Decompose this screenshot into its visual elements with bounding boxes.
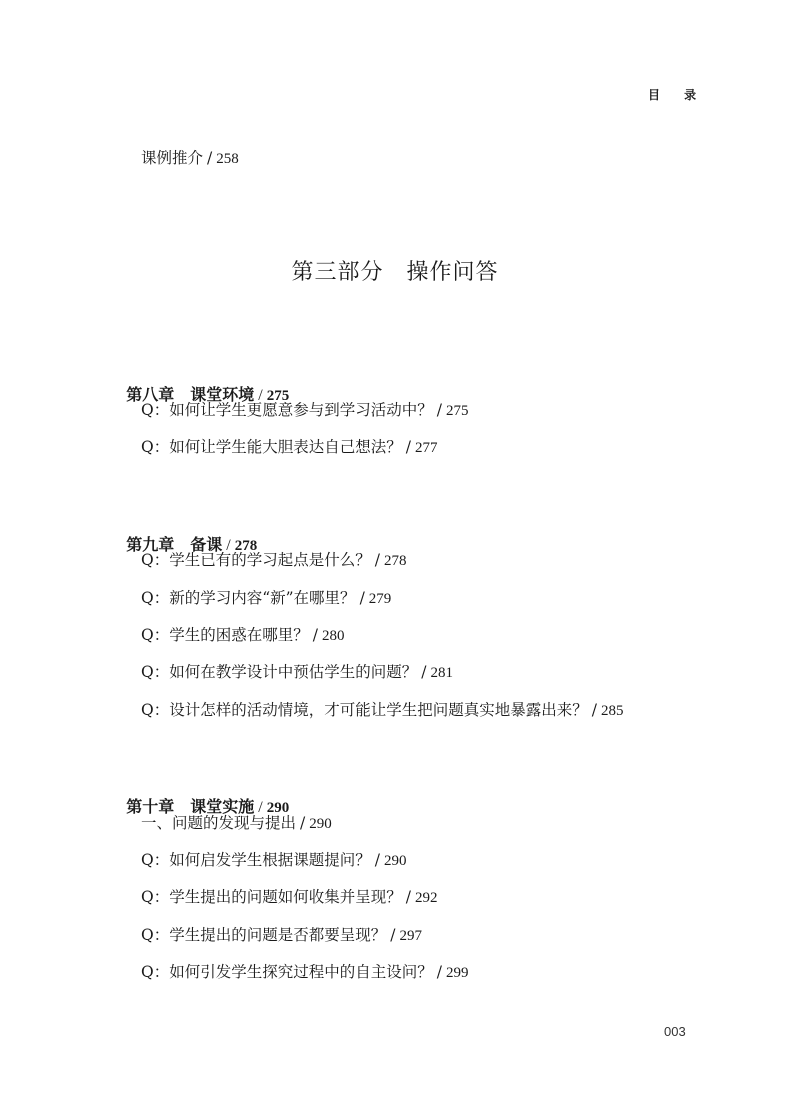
toc-entry[interactable] (141, 700, 623, 721)
entry-separator: / (405, 888, 411, 906)
entry-page-number: 285 (600, 703, 624, 719)
entry-text: Q：新的学习内容“新”在哪里？ (141, 589, 356, 607)
entry-text: Q：学生已有的学习起点是什么？ (141, 551, 371, 569)
toc-entry[interactable] (141, 437, 437, 458)
chapter-page-number: 275 (266, 388, 290, 404)
toc-entry[interactable] (141, 962, 468, 983)
toc-entry[interactable] (141, 588, 391, 609)
toc-entry[interactable] (141, 850, 406, 871)
entry-page-number: 290 (383, 853, 407, 869)
entry-page-number: 258 (216, 151, 239, 167)
entry-page-number: 280 (321, 628, 345, 644)
chapter-page-number: 278 (234, 538, 258, 554)
running-header: 目 录 (648, 88, 707, 102)
entry-text: Q：设计怎样的活动情境，才可能让学生把问题真实地暴露出来？ (141, 701, 588, 719)
entry-text: Q：如何让学生更愿意参与到学习活动中？ (141, 401, 433, 419)
toc-entry[interactable] (141, 662, 453, 683)
entry-text: Q：学生提出的问题如何收集并呈现？ (141, 888, 402, 906)
chapter-title: 第八章 课堂环境 (126, 385, 255, 404)
entry-page-number: 297 (399, 928, 422, 944)
entry-separator: / (436, 963, 442, 981)
entry-page-number: 277 (414, 440, 438, 456)
entry-text: 一、问题的发现与提出 (141, 814, 297, 832)
entry-text: Q：学生提出的问题是否都要呈现？ (141, 926, 387, 944)
entry-page-number: 290 (309, 816, 332, 832)
entry-text: Q：如何引发学生探究过程中的自主设问？ (141, 963, 433, 981)
entry-separator: / (300, 814, 306, 832)
toc-entry[interactable] (141, 400, 468, 421)
chapter-separator: / (258, 799, 263, 816)
entry-text: Q：如何在教学设计中预估学生的问题？ (141, 663, 418, 681)
entry-separator: / (436, 401, 442, 419)
toc-entry[interactable] (141, 887, 437, 908)
entry-separator: / (374, 851, 380, 869)
toc-entry[interactable] (141, 925, 422, 946)
entry-separator: / (405, 438, 411, 456)
entry-separator: / (421, 663, 427, 681)
part-title: 第三部分 操作问答 (291, 260, 499, 285)
entry-text: Q：如何启发学生根据课题提问？ (141, 851, 371, 869)
entry-separator: / (390, 926, 396, 944)
chapter-separator: / (226, 537, 231, 554)
entry-text: 课例推介 (141, 149, 204, 167)
chapter-separator: / (258, 387, 263, 404)
entry-separator: / (359, 589, 365, 607)
entry-page-number: 278 (383, 553, 407, 569)
toc-entry-lesson-examples[interactable] (141, 148, 239, 169)
entry-text: Q：学生的困惑在哪里？ (141, 626, 309, 644)
entry-separator: / (374, 551, 380, 569)
entry-page-number: 279 (368, 591, 392, 607)
entry-separator: / (312, 626, 318, 644)
entry-page-number: 292 (414, 890, 438, 906)
entry-text: Q：如何让学生能大胆表达自己想法？ (141, 438, 402, 456)
toc-entry[interactable] (141, 550, 406, 571)
entry-page-number: 299 (445, 965, 469, 981)
chapter-page-number: 290 (266, 800, 290, 816)
toc-entry[interactable] (141, 813, 332, 834)
entry-separator: / (207, 149, 213, 167)
entry-page-number: 275 (445, 403, 469, 419)
chapter-title: 第九章 备课 (126, 535, 223, 554)
entry-page-number: 281 (430, 665, 453, 681)
page-number: 003 (664, 1024, 686, 1039)
toc-entry[interactable] (141, 625, 344, 646)
entry-separator: / (591, 701, 597, 719)
chapter-title: 第十章 课堂实施 (126, 797, 255, 816)
